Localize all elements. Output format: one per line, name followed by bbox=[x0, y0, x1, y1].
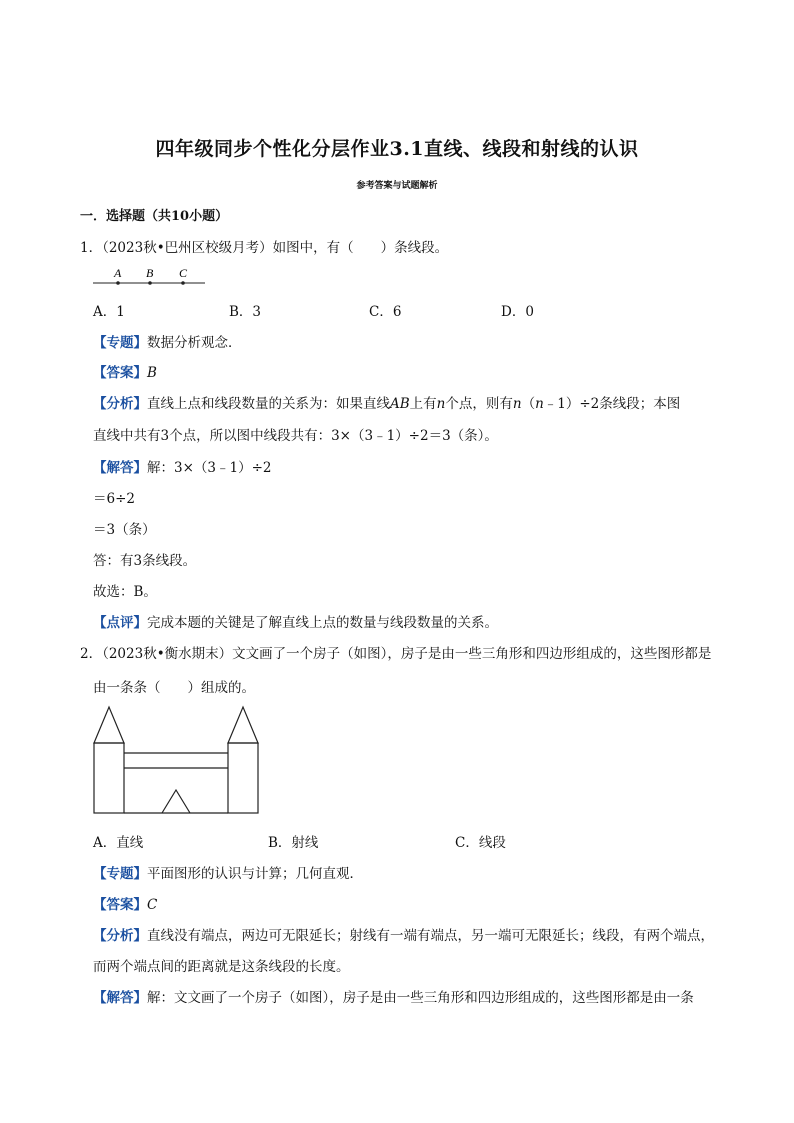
q1-solution-line3: ＝3（条） bbox=[93, 522, 156, 538]
answer-tag: 【答案】 bbox=[93, 897, 147, 913]
comment-tag: 【点评】 bbox=[93, 615, 147, 631]
solution-tag: 【解答】 bbox=[93, 460, 147, 476]
q1-comment: 【点评】完成本题的关键是了解直线上点的数量与线段数量的关系。 bbox=[93, 615, 498, 631]
page-title: 四年级同步个性化分层作业3.1直线、线段和射线的认识 bbox=[155, 138, 639, 160]
analysis-tag: 【分析】 bbox=[93, 396, 147, 412]
q1-solution-line1: 【解答】解：3×（3﹣1）÷2 bbox=[93, 460, 272, 476]
q1-answer bbox=[93, 361, 157, 381]
q2-option-a: A．直线 bbox=[93, 835, 144, 851]
q1-analysis-line2: 直线中共有3个点，所以图中线段共有：3×（3﹣1）÷2＝3（条）。 bbox=[93, 428, 498, 444]
q1-solution-line2: ＝6÷2 bbox=[93, 491, 135, 507]
q2-analysis-line2: 而两个端点间的距离就是这条线段的长度。 bbox=[93, 959, 350, 975]
q2-topic: 【专题】平面图形的认识与计算；几何直观． bbox=[93, 866, 363, 882]
answer-tag: 【答案】 bbox=[93, 365, 147, 381]
analysis-tag: 【分析】 bbox=[93, 928, 147, 944]
solution-tag: 【解答】 bbox=[93, 990, 147, 1006]
q2-stem-line1: 2．（2023秋•衡水期末）文文画了一个房子（如图），房子是由一些三角形和四边形组成的，这些图形都是 bbox=[80, 646, 712, 662]
q2-solution-line1: 【解答】解：文文画了一个房子（如图），房子是由一些三角形和四边形组成的，这些图形都是由一条 bbox=[93, 990, 694, 1006]
page-subtitle: 参考答案与试题解析 bbox=[356, 181, 438, 191]
q1-option-b: B．3 bbox=[229, 304, 262, 320]
q2-analysis-line1: 【分析】直线没有端点，两边可无限延长；射线有一端有端点，另一端可无限延长；线段，有两个端点， bbox=[93, 928, 714, 944]
q2-option-b: B．射线 bbox=[268, 835, 319, 851]
q1-topic-text: 数据分析观念． bbox=[147, 335, 242, 351]
left-tower-roof bbox=[94, 707, 124, 743]
left-tower bbox=[94, 743, 124, 813]
q1-solution-line4: 答：有3条线段。 bbox=[93, 553, 197, 569]
q2-option-c: C．线段 bbox=[455, 835, 506, 851]
door-triangle bbox=[162, 790, 190, 813]
q1-topic bbox=[93, 331, 242, 351]
q1-option-a: A．1 bbox=[93, 304, 125, 320]
q1-point-c bbox=[181, 281, 185, 285]
q1-stem: 1．（2023秋•巴州区校级月考）如图中，有（ ）条线段。 bbox=[80, 240, 449, 256]
q1-label-a: A bbox=[114, 266, 122, 280]
q1-point-b bbox=[148, 281, 152, 285]
q1-label-b: B bbox=[146, 266, 154, 280]
q1-option-c: C．6 bbox=[369, 304, 402, 320]
q2-house-figure bbox=[92, 705, 260, 815]
q1-analysis-line1: 【分析】直线上点和线段数量的关系为：如果直线AB上有n个点，则有n（n﹣1）÷2条线段；本图 bbox=[93, 396, 681, 412]
topic-tag: 【专题】 bbox=[93, 335, 147, 351]
q2-answer: 【答案】C bbox=[93, 897, 158, 913]
section-heading: 一．选择题（共10小题） bbox=[80, 209, 229, 224]
q1-point-a bbox=[116, 281, 120, 285]
q1-answer-text: B bbox=[147, 365, 157, 381]
right-tower bbox=[228, 743, 258, 813]
q1-label-c: C bbox=[179, 266, 188, 280]
q1-option-d: D．0 bbox=[501, 304, 534, 320]
q1-choice: 故选：B。 bbox=[93, 584, 157, 600]
right-tower-roof bbox=[228, 707, 258, 743]
q1-line-figure bbox=[93, 266, 207, 288]
topic-tag: 【专题】 bbox=[93, 866, 147, 882]
q2-stem-line2: 由一条条（ ）组成的。 bbox=[93, 680, 255, 696]
